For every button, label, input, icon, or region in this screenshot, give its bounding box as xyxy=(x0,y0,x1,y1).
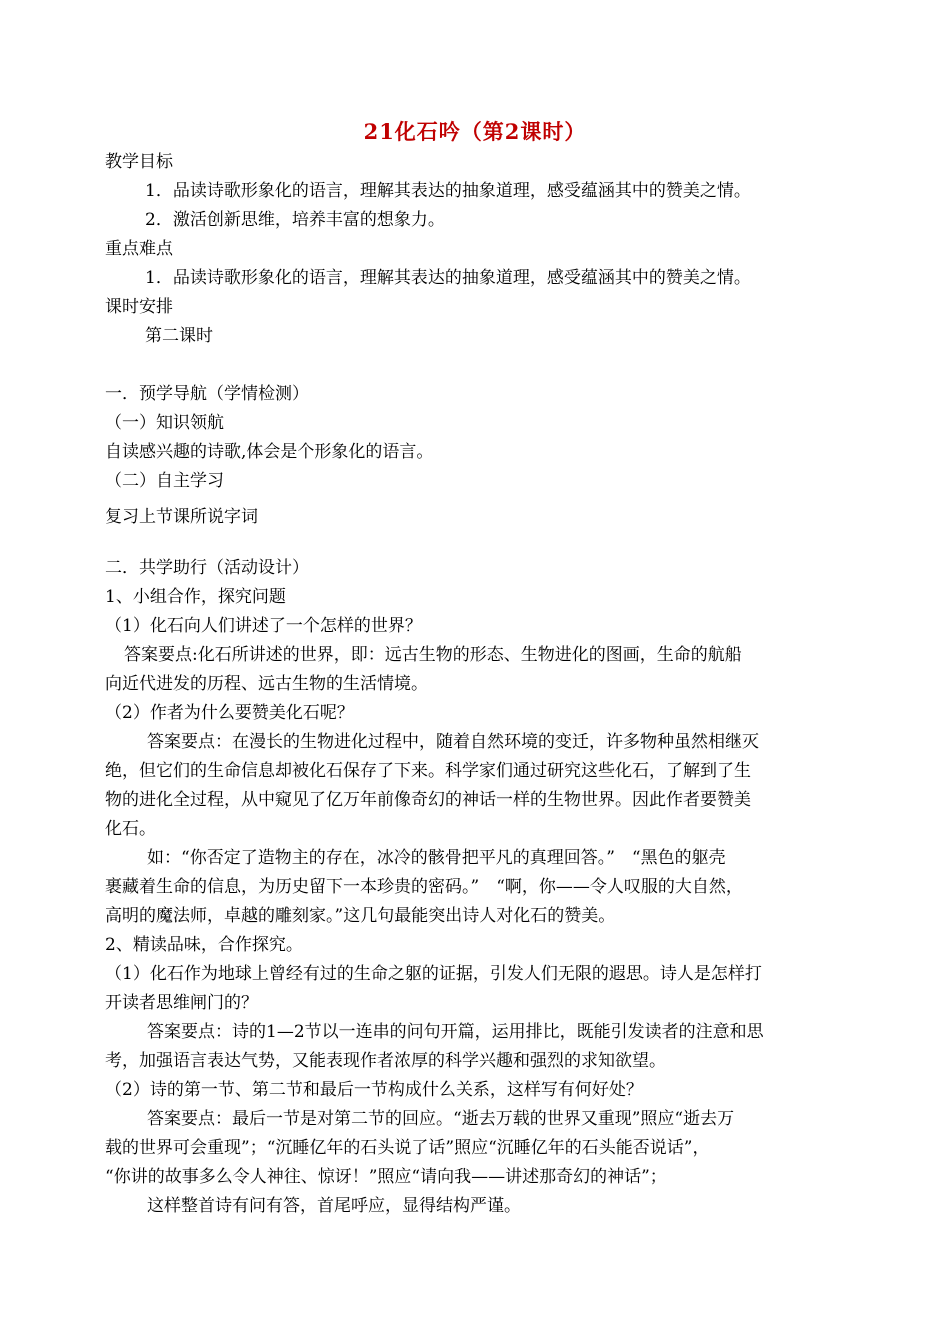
paragraph-text: 自读感兴趣的诗歌,体会是个形象化的语言。 xyxy=(105,442,434,462)
subsection-self-study: （二）自主学习 xyxy=(105,471,224,491)
answer-line: 答案要点:化石所讲述的世界，即：远古生物的形态、生物进化的图画，生命的航船 xyxy=(124,645,742,665)
answer-line: 物的进化全过程，从中窥见了亿万年前像奇幻的神话一样的生物世界。因此作者要赞美 xyxy=(105,790,751,810)
answer-line: 考，加强语言表达气势，又能表现作者浓厚的科学兴趣和强烈的求知欲望。 xyxy=(105,1051,666,1071)
answer-line: 答案要点：最后一节是对第二节的回应。“逝去万载的世界又重现”照应“逝去万 xyxy=(147,1109,735,1129)
key-point-item-1: 1．品读诗歌形象化的语言，理解其表达的抽象道理，感受蕴涵其中的赞美之情。 xyxy=(145,268,751,288)
question-3: （1）化石作为地球上曾经有过的生命之躯的证据，引发人们无限的遐思。诗人是怎样打 xyxy=(105,964,762,984)
goal-item-2: 2．激活创新思维，培养丰富的想象力。 xyxy=(145,210,445,230)
answer-line: 绝，但它们的生命信息却被化石保存了下来。科学家们通过研究这些化石，了解到了生 xyxy=(105,761,751,781)
schedule-text: 第二课时 xyxy=(145,326,213,346)
answer-line: 答案要点：在漫长的生物进化过程中，随着自然环境的变迁，许多物种虽然相继灭 xyxy=(147,732,759,752)
activity-heading-2: 2、精读品味，合作探究。 xyxy=(105,935,303,955)
answer-line: “你讲的故事多么令人神往、惊讶！”照应“请向我——讲述那奇幻的神话”； xyxy=(105,1167,667,1187)
activity-heading-1: 1、小组合作，探究问题 xyxy=(105,587,286,607)
question-1: （1）化石向人们讲述了一个怎样的世界？ xyxy=(105,616,422,636)
answer-line: 载的世界可会重现”；“沉睡亿年的石头说了话”照应“沉睡亿年的石头能否说话”， xyxy=(105,1138,710,1158)
heading-schedule: 课时安排 xyxy=(105,297,173,317)
lesson-title: 21化石吟（第2课时） xyxy=(363,119,587,144)
quote-line: 如：“你否定了造物主的存在，冰冷的骸骨把平凡的真理回答。” “黑色的躯壳 xyxy=(147,848,726,868)
heading-teaching-goals: 教学目标 xyxy=(105,152,173,172)
answer-line: 向近代进发的历程、远古生物的生活情境。 xyxy=(105,674,428,694)
quote-line: 高明的魔法师，卓越的雕刻家。”这几句最能突出诗人对化石的赞美。 xyxy=(105,906,616,926)
section-heading-2: 二．共学助行（活动设计） xyxy=(105,558,309,578)
heading-key-points: 重点难点 xyxy=(105,239,173,259)
question-3-cont: 开读者思维闸门的？ xyxy=(105,993,258,1013)
question-4: （2）诗的第一节、第二节和最后一节构成什么关系，这样写有何好处？ xyxy=(105,1080,643,1100)
section-heading-1: 一．预学导航（学情检测） xyxy=(105,384,309,404)
quote-line: 裹藏着生命的信息，为历史留下一本珍贵的密码。” “啊，你——令人叹服的大自然， xyxy=(105,877,743,897)
answer-line: 化石。 xyxy=(105,819,156,839)
answer-line: 这样整首诗有问有答，首尾呼应，显得结构严谨。 xyxy=(147,1196,521,1216)
question-2: （2）作者为什么要赞美化石呢？ xyxy=(105,703,354,723)
goal-item-1: 1．品读诗歌形象化的语言，理解其表达的抽象道理，感受蕴涵其中的赞美之情。 xyxy=(145,181,751,201)
paragraph-text: 复习上节课所说字词 xyxy=(105,507,258,527)
answer-line: 答案要点：诗的1—2节以一连串的问句开篇，运用排比，既能引发读者的注意和思 xyxy=(147,1022,764,1042)
subsection-knowledge: （一）知识领航 xyxy=(105,413,224,433)
